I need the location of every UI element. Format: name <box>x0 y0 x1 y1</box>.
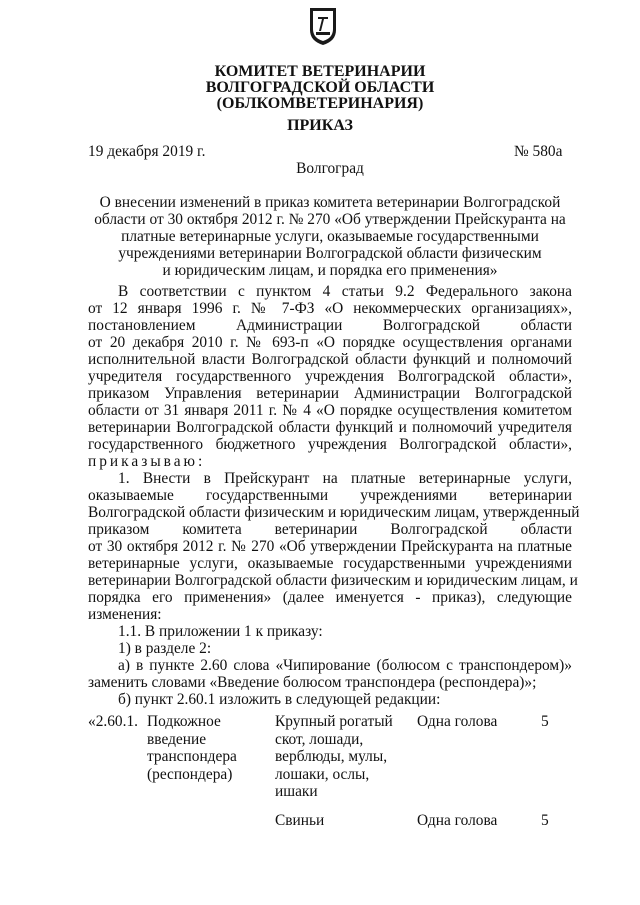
paragraph-line: В соответствии с пунктом 4 статьи 9.2 Федерального закона <box>118 283 572 300</box>
item-1: 1) в разделе 2: <box>118 640 212 657</box>
table-row-unit: Одна голова <box>417 713 498 730</box>
table-row-price: 5 <box>541 713 549 730</box>
document-city: Волгоград <box>296 160 364 177</box>
subject-line: платные ветеринарные услуги, оказываемые государственными <box>121 228 539 245</box>
subject-line: и юридическим лицам, и порядка его применения» <box>162 262 498 279</box>
table-row-price: 5 <box>541 812 549 829</box>
paragraph-line: оказываемые государственными учреждениями ветеринарии <box>88 487 572 504</box>
table-row-animals: Свиньи <box>275 812 325 829</box>
paragraph-line: изменения: <box>88 606 162 623</box>
order-word: приказываю: <box>88 453 206 470</box>
paragraph-line: государственного бюджетного учреждения Волгоградской области», <box>88 436 572 453</box>
table-item-code: «2.60.1. <box>88 713 139 730</box>
org-name-line-1: КОМИТЕТ ВЕТЕРИНАРИИ <box>214 63 426 80</box>
paragraph-line: Волгоградской области физическим и юридическим лицам, утвержденный <box>88 504 580 521</box>
paragraph-line: ветеринарии Волгоградской области функций и полномочий учредителя <box>88 419 572 436</box>
subject-line: учреждениями ветеринарии Волгоградской области физическим <box>118 245 542 262</box>
item-a-line-1: а) в пункте 2.60 слова «Чипирование (болюсом с транспондером)» <box>118 657 572 674</box>
paragraph-line: области от 31 января 2011 г. № 4 «О порядке осуществления комитетом <box>88 402 572 419</box>
paragraph-line: 1. Внести в Прейскурант на платные ветеринарные услуги, <box>118 470 572 487</box>
paragraph-line: учредителя государственного учреждения Волгоградской области», <box>88 368 572 385</box>
paragraph-line: приказом Управления ветеринарии Администрации Волгоградской <box>88 385 572 402</box>
item-b: б) пункт 2.60.1 изложить в следующей редакции: <box>118 691 441 708</box>
item-a-line-2: заменить словами «Введение болюсом транспондера (респондера)»; <box>88 674 537 691</box>
subject-line: области от 30 октября 2012 г. № 270 «Об утверждении Прейскуранта на <box>94 211 566 228</box>
document-date: 19 декабря 2019 г. <box>88 143 206 160</box>
paragraph-line: исполнительной власти Волгоградской области функций и полномочий <box>88 351 572 368</box>
paragraph-line: ветеринарии Волгоградской области физическим и юридическим лицам, и <box>88 572 578 589</box>
table-row-unit: Одна голова <box>417 812 498 829</box>
paragraph-line: ветеринарные услуги, оказываемые государственными учреждениями <box>88 555 572 572</box>
paragraph-line: от 30 октября 2012 г. № 270 «Об утверждении Прейскуранта на платные <box>88 538 572 555</box>
paragraph-line: от 12 января 1996 г. № 7-ФЗ «О некоммерческих организациях», <box>88 300 572 317</box>
table-row-animals: Крупный рогатый скот, лошади, верблюды, мулы, лошаки, ослы, ишаки <box>275 713 393 801</box>
item-1-1: 1.1. В приложении 1 к приказу: <box>118 623 323 640</box>
org-name-line-3: (ОБЛКОМВЕТЕРИНАРИЯ) <box>216 95 424 112</box>
document-number: № 580а <box>514 143 563 160</box>
table-service-name: Подкожное введение транспондера (респондера) <box>147 713 237 783</box>
org-name-line-2: ВОЛГОГРАДСКОЙ ОБЛАСТИ <box>205 79 435 96</box>
paragraph-line: приказом комитета ветеринарии Волгоградской области <box>88 521 572 538</box>
paragraph-line: порядка его применения» (далее именуется - приказ), следующие <box>88 589 572 606</box>
paragraph-line: постановлением Администрации Волгоградской области <box>88 317 572 334</box>
document-type-title: ПРИКАЗ <box>287 117 353 134</box>
coat-of-arms-emblem <box>307 5 339 47</box>
paragraph-line: от 20 декабря 2010 г. № 693-п «О порядке осуществления органами <box>88 334 572 351</box>
subject-line: О внесении изменений в приказ комитета ветеринарии Волгоградской <box>99 194 561 211</box>
